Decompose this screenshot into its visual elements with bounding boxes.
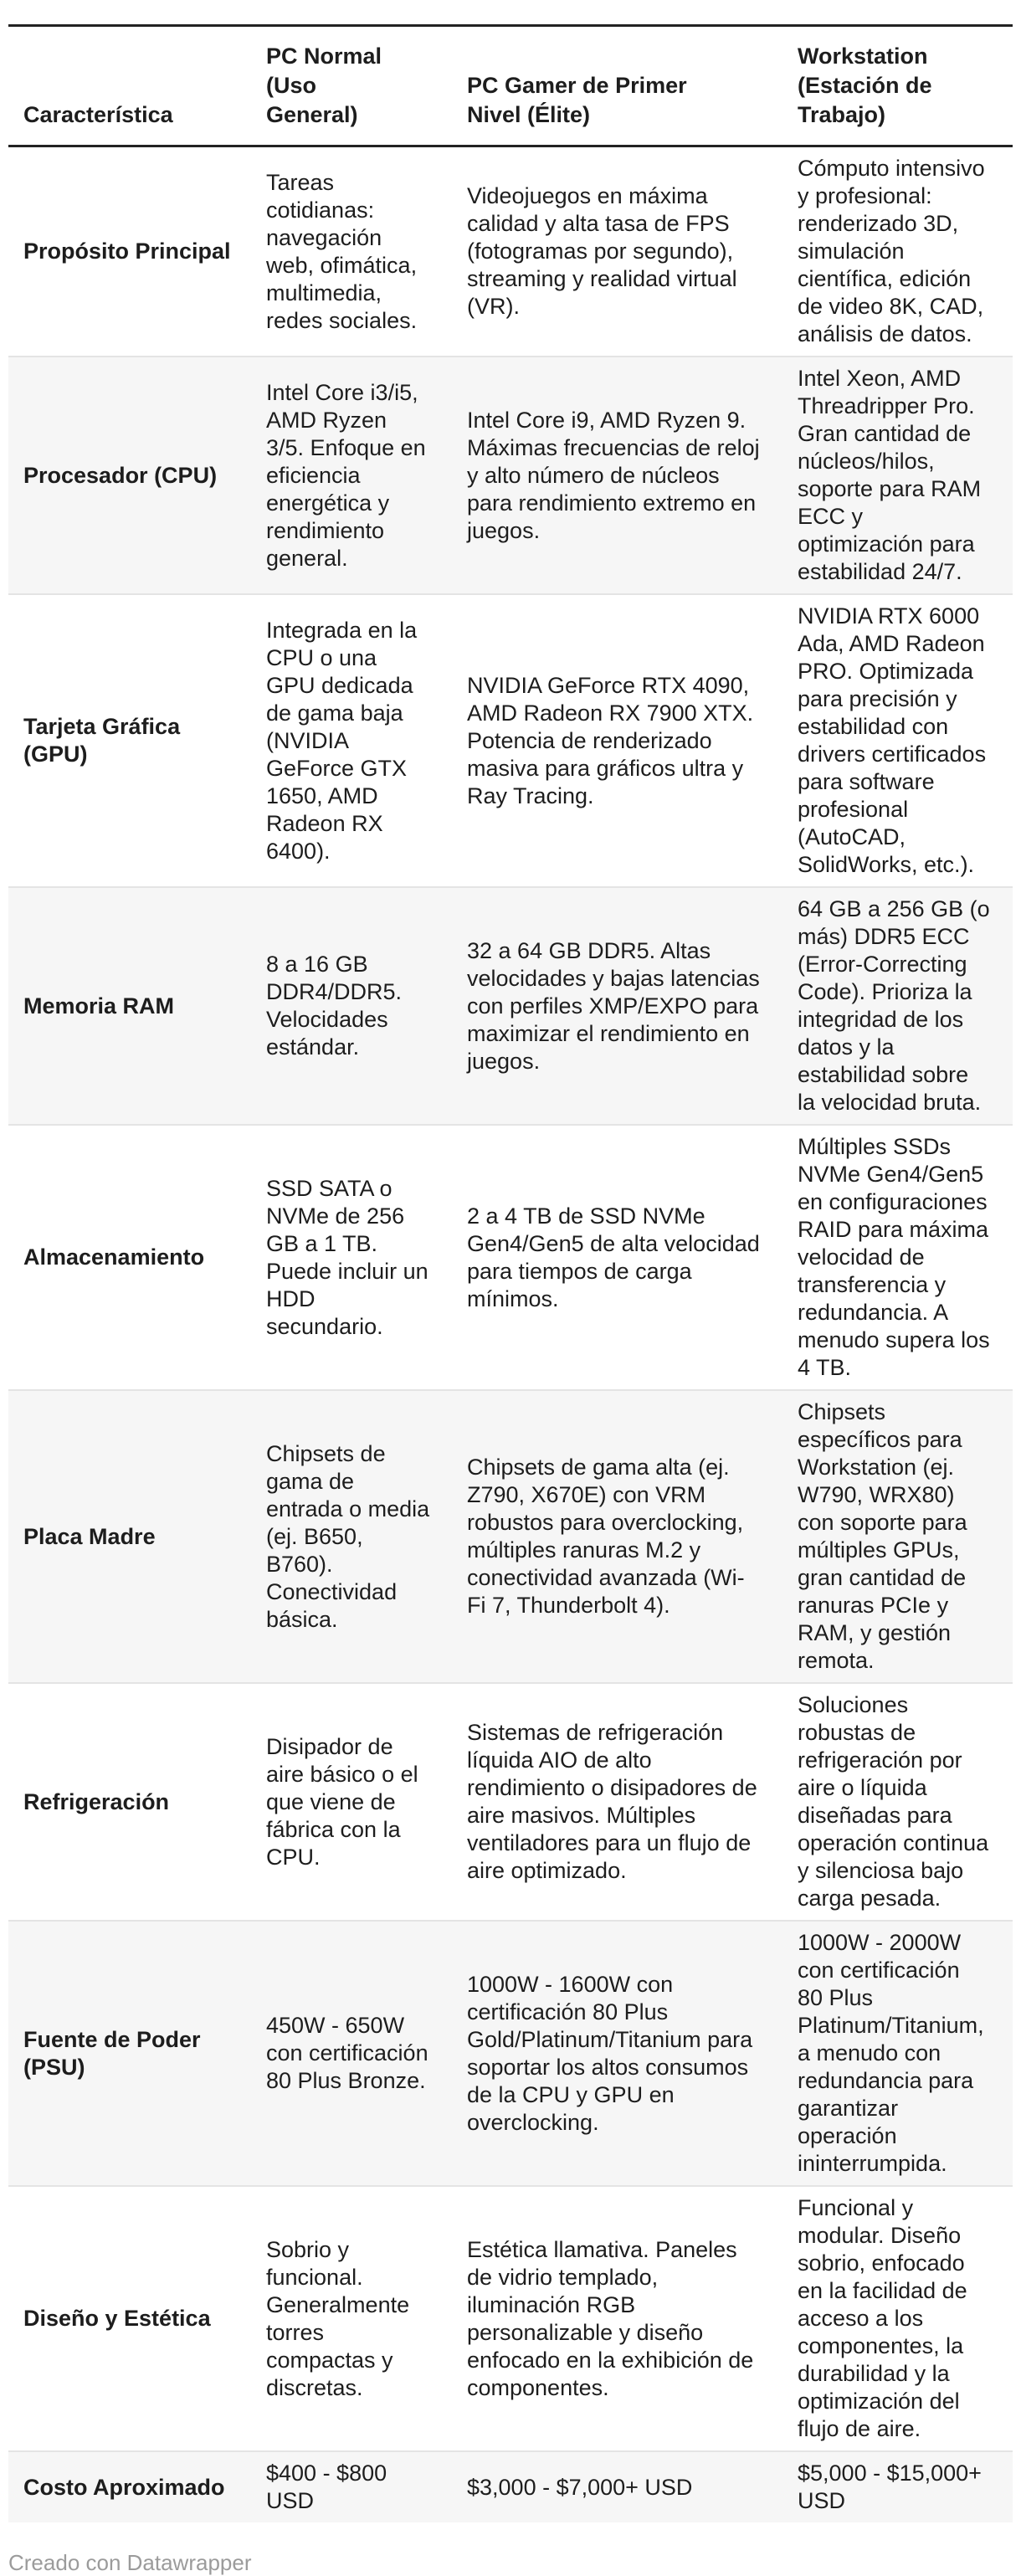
- column-header-pc-normal: [251, 26, 452, 146]
- table-header: [8, 26, 1013, 146]
- pc-normal-cell: SSD SATA o NVMe de 256 GB a 1 TB. Puede incluir un HDD secundario.: [266, 1175, 428, 1339]
- table-row-procesador: [8, 357, 1013, 594]
- column-header-caracteristica: [8, 26, 251, 146]
- table-row-placa-madre: [8, 1390, 1013, 1683]
- pc-normal-cell: Chipsets de gama de entrada o media (ej. B650, B760). Conectividad básica.: [266, 1440, 430, 1632]
- pc-normal-cell: Integrada en la CPU o una GPU dedicada de gama baja (NVIDIA GeForce GTX 1650, AMD Radeon RX 6400).: [266, 617, 418, 864]
- pc-gamer-cell: 2 a 4 TB de SSD NVMe Gen4/Gen5 de alta velocidad para tiempos de carga mínimos.: [467, 1203, 760, 1311]
- pc-normal-cell: Sobrio y funcional. Generalmente torres compactas y discretas.: [266, 2236, 410, 2400]
- feature-cell: Refrigeración: [23, 1788, 170, 1814]
- feature-cell: Costo Aproximado: [23, 2474, 225, 2500]
- pc-gamer-cell: Chipsets de gama alta (ej. Z790, X670E) con VRM robustos para overclocking, múltiples ranuras M.2 y conectividad avanzada (Wi-Fi 7, Thunderbolt 4).: [467, 1455, 745, 1618]
- pc-gamer-cell: Videojuegos en máxima calidad y alta tasa de FPS (fotogramas por segundo), streaming y realidad virtual (VR).: [467, 183, 737, 319]
- workstation-cell: Intel Xeon, AMD Threadripper Pro. Gran cantidad de núcleos/hilos, soporte para RAM ECC y optimización para estabilidad 24/7.: [798, 366, 982, 584]
- pc-gamer-cell: NVIDIA GeForce RTX 4090, AMD Radeon RX 7900 XTX. Potencia de renderizado masiva para gráficos ultra y Ray Tracing.: [467, 672, 754, 808]
- table-row-psu: [8, 1921, 1013, 2186]
- table-row-proposito: [8, 146, 1013, 357]
- pc-normal-cell: $400 - $800 USD: [266, 2461, 387, 2513]
- table-row-diseno: [8, 2186, 1013, 2451]
- feature-cell: Diseño y Estética: [23, 2306, 211, 2331]
- workstation-cell: Múltiples SSDs NVMe Gen4/Gen5 en configuraciones RAID para máxima velocidad de transferencia y redundancia. A menudo supera los 4 TB.: [798, 1134, 990, 1380]
- pc-gamer-cell: 32 a 64 GB DDR5. Altas velocidades y bajas latencias con perfiles XMP/EXPO para maximizar el rendimiento en juegos.: [467, 937, 760, 1074]
- feature-cell: Procesador (CPU): [23, 462, 218, 488]
- pc-normal-cell: Disipador de aire básico o el que viene de fábrica con la CPU.: [266, 1733, 418, 1870]
- table-row-gpu: [8, 594, 1013, 887]
- pc-normal-cell: 8 a 16 GB DDR4/DDR5. Velocidades estándar.: [266, 952, 403, 1060]
- table-row-almacenamiento: [8, 1125, 1013, 1390]
- comparison-table: [8, 24, 1013, 2522]
- pc-gamer-cell: Sistemas de refrigeración líquida AIO de alto rendimiento o disipadores de aire masivos. Múltiples ventiladores para un flujo de aire optimizado.: [467, 1720, 757, 1883]
- table-body: [8, 146, 1013, 2523]
- column-header-label: PC Gamer de Primer Nivel (Élite): [467, 73, 687, 127]
- column-header-workstation: [782, 26, 1013, 146]
- pc-normal-cell: 450W - 650W con certificación 80 Plus Bronze.: [266, 2013, 428, 2093]
- workstation-cell: 1000W - 2000W con certificación 80 Plus Platinum/Titanium, a menudo con redundancia para garantizar operación ininterrumpida.: [798, 1930, 984, 2176]
- workstation-cell: 64 GB a 256 GB (o más) DDR5 ECC (Error-Correcting Code). Prioriza la integridad de los datos y la estabilidad sobre la velocidad bruta.: [798, 896, 990, 1115]
- column-header-label: Workstation (Estación de Trabajo): [798, 44, 932, 127]
- table-row-refrigeracion: [8, 1683, 1013, 1921]
- feature-cell: Almacenamiento: [23, 1244, 205, 1270]
- pc-gamer-cell: $3,000 - $7,000+ USD: [467, 2474, 693, 2500]
- attribution: [8, 2549, 1013, 2576]
- workstation-cell: $5,000 - $15,000+ USD: [798, 2461, 982, 2513]
- feature-cell: Memoria RAM: [23, 993, 175, 1019]
- column-header-label: Característica: [23, 102, 173, 127]
- workstation-cell: Cómputo intensivo y profesional: renderizado 3D, simulación científica, edición de video 8K, CAD, análisis de datos.: [798, 156, 985, 346]
- table-row-ram: [8, 887, 1013, 1125]
- feature-cell: Propósito Principal: [23, 239, 231, 264]
- pc-gamer-cell: Intel Core i9, AMD Ryzen 9. Máximas frecuencias de reloj y alto número de núcleos para rendimiento extremo en juegos.: [467, 407, 760, 543]
- feature-cell: Tarjeta Gráfica (GPU): [23, 714, 181, 767]
- workstation-cell: Chipsets específicos para Workstation (ej. W790, WRX80) con soporte para múltiples GPUs, gran cantidad de ranuras PCIe y RAM, y gestión remota.: [798, 1399, 967, 1673]
- pc-gamer-cell: Estética llamativa. Paneles de vidrio templado, iluminación RGB personalizable y diseño enfocado en la exhibición de componentes.: [467, 2236, 754, 2400]
- feature-cell: Fuente de Poder (PSU): [23, 2026, 201, 2080]
- workstation-cell: Soluciones robustas de refrigeración por aire o líquida diseñadas para operación continua y silenciosa bajo carga pesada.: [798, 1692, 989, 1911]
- column-header-label: PC Normal (Uso General): [266, 44, 382, 127]
- feature-cell: Placa Madre: [23, 1523, 156, 1549]
- workstation-cell: Funcional y modular. Diseño sobrio, enfocado en la facilidad de acceso a los componentes, la durabilidad y la optimización del flujo de aire.: [798, 2195, 967, 2441]
- pc-gamer-cell: 1000W - 1600W con certificación 80 Plus Gold/Platinum/Titanium para soportar los altos consumos de la CPU y GPU en overclocking.: [467, 1971, 753, 2135]
- table-row-costo: [8, 2451, 1013, 2522]
- pc-normal-cell: Tareas cotidianas: navegación web, ofimática, multimedia, redes sociales.: [266, 169, 418, 333]
- workstation-cell: NVIDIA RTX 6000 Ada, AMD Radeon PRO. Optimizada para precisión y estabilidad con drivers certificados para software profesional (AutoCAD, SolidWorks, etc.).: [798, 603, 987, 877]
- pc-normal-cell: Intel Core i3/i5, AMD Ryzen 3/5. Enfoque en eficiencia energética y rendimiento general.: [266, 379, 426, 571]
- column-header-pc-gamer: [452, 26, 782, 146]
- datawrapper-credit-link[interactable]: Creado con Datawrapper: [8, 2550, 252, 2575]
- header-row: [8, 26, 1013, 146]
